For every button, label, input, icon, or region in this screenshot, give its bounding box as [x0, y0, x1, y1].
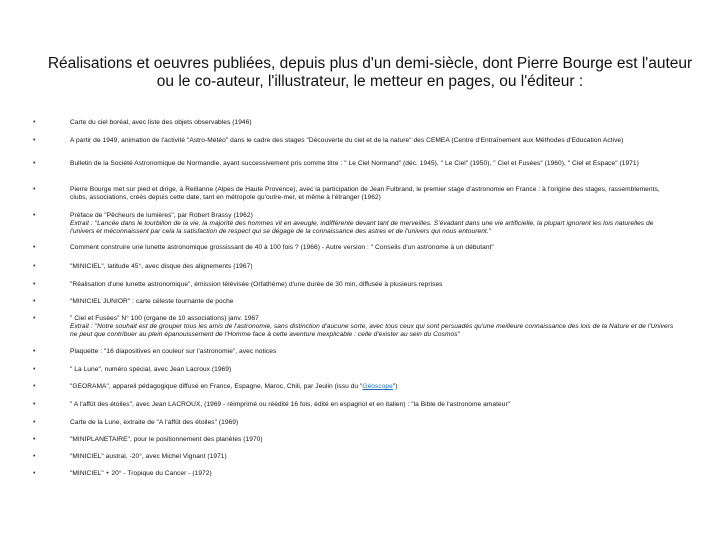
- item-text: Bulletin de la Société Astronomique de Normandie, ayant successivement pris comme titre : " Le Ciel Normand" (déc. 1945), " Le Ciel" (1950), " Ciel et Fusées" (1960), " Ciel et Espace" (1971): [70, 160, 639, 167]
- bullet-icon: •: [33, 137, 36, 144]
- item-text: " A l'affût des étoiles", avec Jean LACROUX, (1969 - réimprimé ou réédité 16 fois, édité en espagnol et en italien) : "la Bible de l'astronome amateur": [70, 401, 511, 408]
- bullet-icon: •: [33, 281, 36, 288]
- item-text: "MINIPLANETAIRE", pour le positionnement des planètes (1970): [70, 436, 263, 443]
- item-text: "MINICIEL" + 20° - Tropique du Cancer - (1972): [70, 470, 212, 477]
- item-text: Carte de la Lune, extraite de "A l'affût des étoiles" (1969): [70, 419, 239, 426]
- bullet-icon: •: [33, 401, 36, 408]
- bullet-icon: •: [33, 119, 36, 126]
- item-text: Comment construire une lunette astronomique grossissant de 40 à 100 fois ? (1966) - Autre version : " Conseils d'un astronome à un débutant": [70, 244, 494, 251]
- item-text: "GEORAMA", appareil pédagogique diffusé en France, Espagne, Maroc, Chili, par Jeulin (issu du ": [70, 383, 363, 390]
- bullet-icon: •: [33, 419, 36, 426]
- geoscope-link[interactable]: Géoscope: [362, 383, 393, 390]
- bullet-icon: •: [33, 470, 36, 477]
- bullet-icon: •: [33, 348, 36, 355]
- bullet-icon: •: [33, 186, 36, 193]
- item-text: " La Lune", numéro spécial, avec Jean Lacroux (1969): [70, 366, 232, 373]
- item-text: " Ciel et Fusées" N° 100 (organe de 10 associations) janv. 1967: [70, 315, 259, 322]
- bullet-icon: •: [33, 453, 36, 460]
- bullet-icon: •: [33, 436, 36, 443]
- bullet-icon: •: [33, 315, 36, 322]
- item-text: "MINICIEL" austral, -20°, avec Michel Vignant (1971): [70, 453, 227, 460]
- item-text: "MINICIEL JUNIOR" : carte céleste tournante de poche: [70, 298, 234, 305]
- item-text: A partir de 1949, animation de l'activité "Astro-Météo" dans le cadre des stages "Découverte du ciel et de la nature" des CEMEA (Centre d'Entraînement aux Méthodes d'Education Active): [70, 137, 624, 144]
- item-text: Plaquette : "16 diapositives en couleur sur l'astronomie", avec notices: [70, 348, 277, 355]
- item-text: Carte du ciel boréal, avec liste des objets observables (1946): [70, 119, 252, 126]
- page-title: Réalisations et oeuvres publiées, depuis plus d'un demi-siècle, dont Pierre Bourge est l'auteur ou le co-auteur, l'illustrateur, le metteur en pages, ou l'éditeur :: [47, 55, 693, 90]
- item-text: "MINICIEL", latitude 45°, avec disque des alignements (1967): [70, 263, 253, 270]
- bullet-icon: •: [33, 298, 36, 305]
- item-text: "Réalisation d'une lunette astronomique", émission télévisée (Orfathème) d'une durée de 30 min, diffusée à plusieurs reprises: [70, 281, 443, 288]
- bullet-icon: •: [33, 366, 36, 373]
- bullet-icon: •: [33, 212, 36, 219]
- item-quote: Extrait : "Lancée dans le tourbillon de la vie, la majorité des hommes vit en aveugle, indifférente devant tant de merveilles. S'évadant dans une vie artificielle, la plupart ignorent les lois naturelles de l'univers et méconnaissent par cela la satisfaction de respect qui se dégage de la connaissance des astres et de l'univers qui nous entourent.": [70, 220, 654, 236]
- bullet-icon: •: [33, 244, 36, 251]
- bullet-icon: •: [33, 160, 36, 167]
- bullet-icon: •: [33, 383, 36, 390]
- bullet-icon: •: [33, 263, 36, 270]
- item-text-end: "): [392, 383, 398, 390]
- item-text: Préface de "Pêcheurs de lumières", par Robert Brassy (1962): [70, 212, 253, 219]
- item-quote: Extrait : "Notre souhait est de grouper tous les amis de l'astronomie, sans distinction d'aucune sorte, avec tous ceux qui sont persuadés qu'une meilleure connaissance des lois de la Nature et de l'Univers ne peut que contribuer au plein épanouissement de l'Homme face à cette aventure inexplicable : celle d'exister au sein du Cosmos": [70, 323, 674, 339]
- item-text: Pierre Bourge met sur pied et dirige, à Reillanne (Alpes de Haute Provence), avec la participation de Jean Fulbrand, le premier stage d'astronomie en France : à l'origine des stages, rassemblements, clubs, associations, créés depuis cette date, tant en métropole qu'outre-mer, et même à l'étranger (1962): [70, 186, 660, 202]
